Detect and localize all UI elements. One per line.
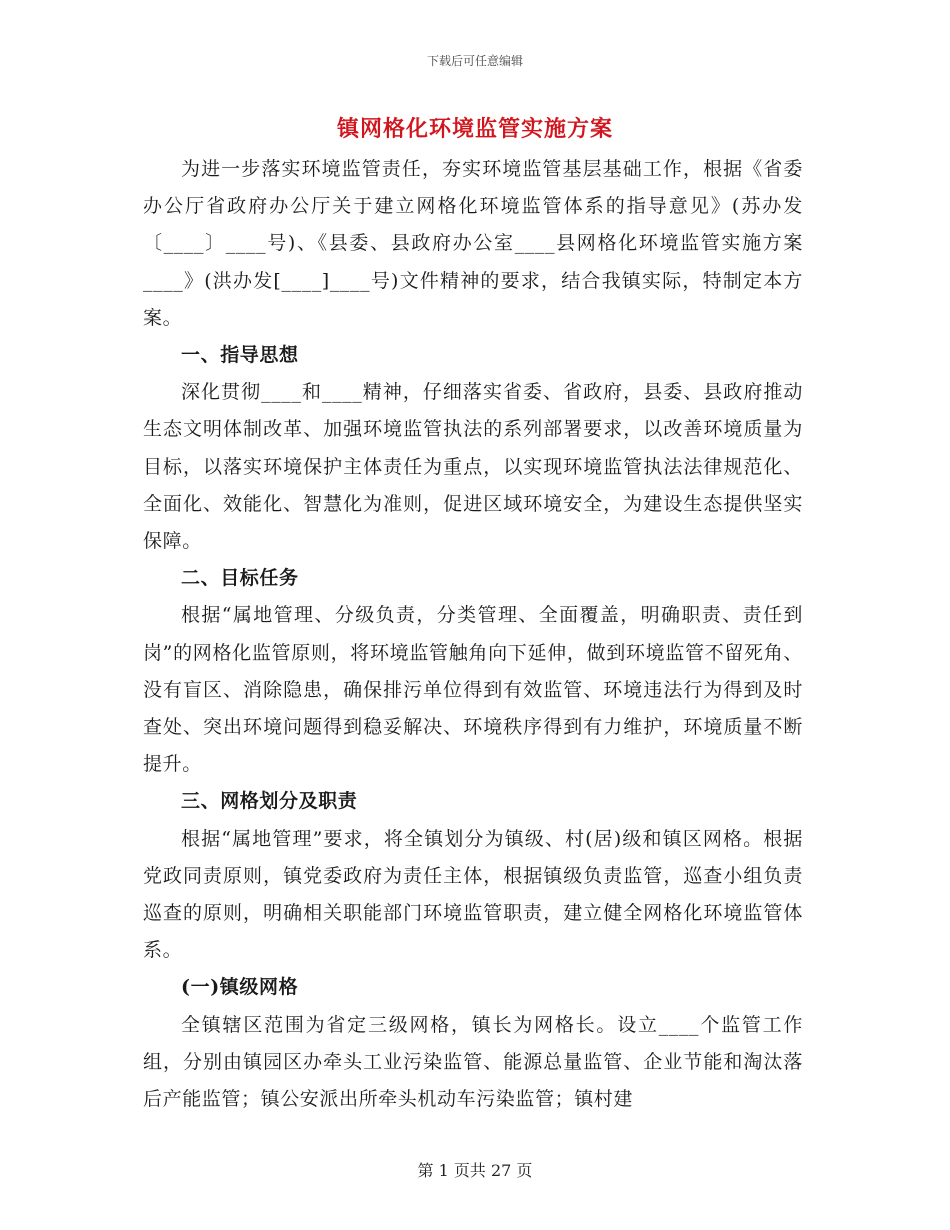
document-title: 镇网格化环境监管实施方案 [336,116,613,142]
subsection-heading-town-grid: (一)镇级网格 [181,976,299,999]
page-number: 第 1 页共 27 页 [417,1161,533,1180]
intro-paragraph: 为进一步落实环境监管责任，夯实环境监管基层基础工作，根据《省委办公厅省政府办公厅关于建立网格化环境监管体系的指导意见》(苏办发〔____〕____号)、《县委、县政府办公室____县网格化环境监管实施方案____》(洪办发[____]____号)文件精神的要求，结合我镇实际，特制定本方案。 [143,158,803,329]
document-body [143,151,803,1118]
section-heading-guiding-thought: 一、指导思想 [181,344,299,367]
section-heading-objectives: 二、目标任务 [181,567,299,590]
section-heading-grid-division: 三、网格划分及职责 [181,790,358,813]
town-grid-paragraph: 全镇辖区范围为省定三级网格，镇长为网格长。设立____个监管工作组，分别由镇园区办牵头工业污染监管、能源总量监管、企业节能和淘汰落后产能监管；镇公安派出所牵头机动车污染监管；镇村建 [143,1013,803,1111]
page-header-note: 下载后可任意编辑 [426,54,523,68]
grid-division-paragraph: 根据“属地管理”要求，将全镇划分为镇级、村(居)级和镇区网格。根据党政同责原则，镇党委政府为责任主体，根据镇级负责监管，巡查小组负责巡查的原则，明确相关职能部门环境监管职责，建立健全网格化环境监管体系。 [143,827,803,962]
guiding-thought-paragraph: 深化贯彻____和____精神，仔细落实省委、省政府，县委、县政府推动生态文明体制改革、加强环境监管执法的系列部署要求，以改善环境质量为目标，以落实环境保护主体责任为重点，以实现环境监管执法法律规范化、全面化、效能化、智慧化为准则，促进区域环境安全，为建设生态提供坚实保障。 [143,381,803,553]
objectives-paragraph: 根据“属地管理、分级负责，分类管理、全面覆盖，明确职责、责任到岗”的网格化监管原则，将环境监管触角向下延伸，做到环境监管不留死角、没有盲区、消除隐患，确保排污单位得到有效监管、环境违法行为得到及时查处、突出环境问题得到稳妥解决、环境秩序得到有力维护，环境质量不断提升。 [143,604,803,776]
